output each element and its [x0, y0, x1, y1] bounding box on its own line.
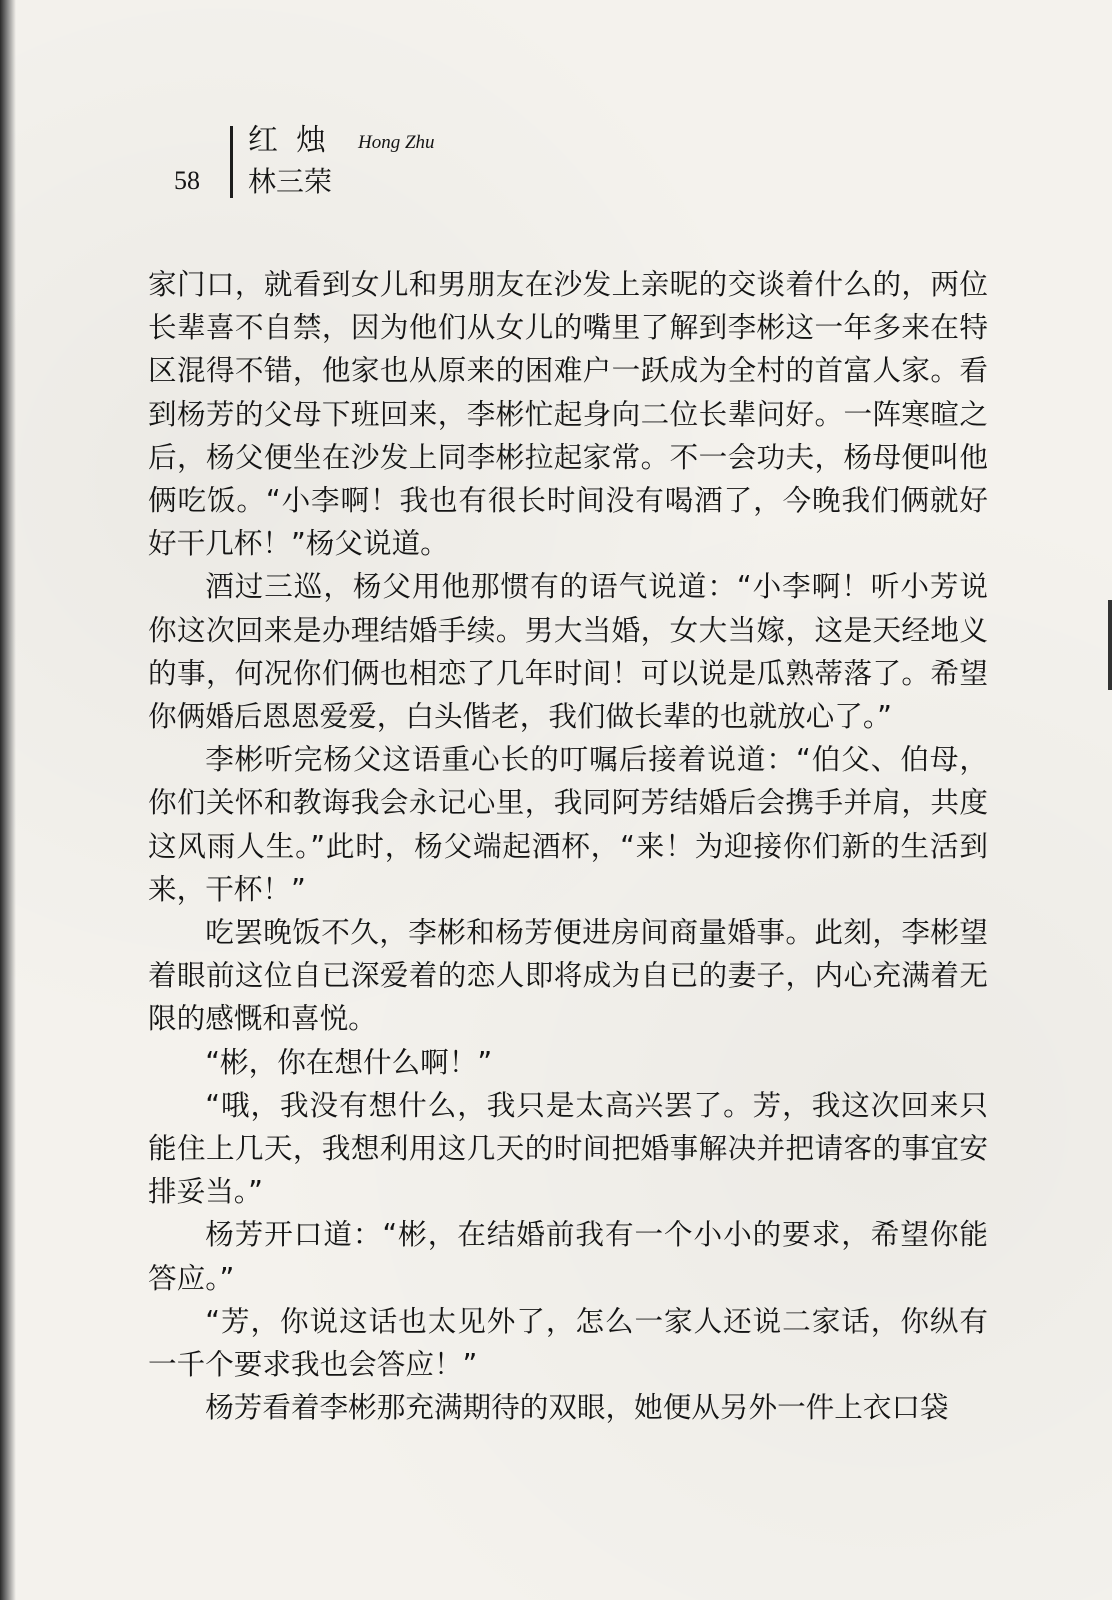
book-title-pinyin: Hong Zhu [358, 132, 435, 153]
paragraph: 李彬听完杨父这语重心长的叮嘱后接着说道：“伯父、伯母，你们关怀和教诲我会永记心里，我同阿芳结婚后会携手并肩，共度这风雨人生。”此时，杨父端起酒杯，“来！为迎接你们新的生活到来，干杯！” [148, 742, 988, 906]
paragraph: 酒过三巡，杨父用他那惯有的语气说道：“小李啊！听小芳说你这次回来是办理结婚手续。男大当婚，女大当嫁，这是天经地义的事，何况你们俩也相恋了几年时间！可以说是瓜熟蒂落了。希望你俩婚后恩恩爱爱，白头偕老，我们做长辈的也就放心了。” [148, 569, 988, 734]
paragraph: 吃罢晚饭不久，李彬和杨芳便进房间商量婚事。此刻，李彬望着眼前这位自已深爱着的恋人即将成为自已的妻子，内心充满着无限的感慨和喜悦。 [148, 915, 988, 1036]
page-header [168, 118, 568, 208]
paragraph: 杨芳看着李彬那充满期待的双眼，她便从另外一件上衣口袋 [205, 1390, 949, 1425]
body-text [148, 263, 988, 1429]
paragraph: 杨芳开口道：“彬，在结婚前我有一个小小的要求，希望你能答应。” [148, 1217, 988, 1295]
page-number: 58 [174, 166, 200, 195]
paragraph: “哦，我没有想什么，我只是太高兴罢了。芳，我这次回来只能住上几天，我想利用这几天的时间把婚事解决并把请客的事宜安排妥当。” [148, 1087, 988, 1209]
paragraph: 家门口，就看到女儿和男朋友在沙发上亲昵的交谈着什么的，两位长辈喜不自禁，因为他们从女儿的嘴里了解到李彬这一年多来在特区混得不错，他家也从原来的困难户一跃成为全村的首富人家。看到杨芳的父母下班回来，李彬忙起身向二位长辈问好。一阵寒暄之后，杨父便坐在沙发上同李彬拉起家常。不一会功夫，杨母便叫他俩吃饭。“小李啊！我也有很长时间没有喝酒了，今晚我们俩就好好干几杯！”杨父说道。 [148, 267, 988, 561]
author-name: 林三荣 [248, 165, 333, 198]
paragraph: “芳，你说这话也太见外了，怎么一家人还说二家话，你纵有一千个要求我也会答应！” [148, 1303, 988, 1382]
header-divider [230, 126, 233, 198]
edge-mark [1108, 600, 1112, 690]
paragraph: “彬，你在想什么啊！” [205, 1044, 493, 1079]
book-title: 红烛 [248, 123, 344, 158]
binding-shadow [0, 0, 16, 1600]
